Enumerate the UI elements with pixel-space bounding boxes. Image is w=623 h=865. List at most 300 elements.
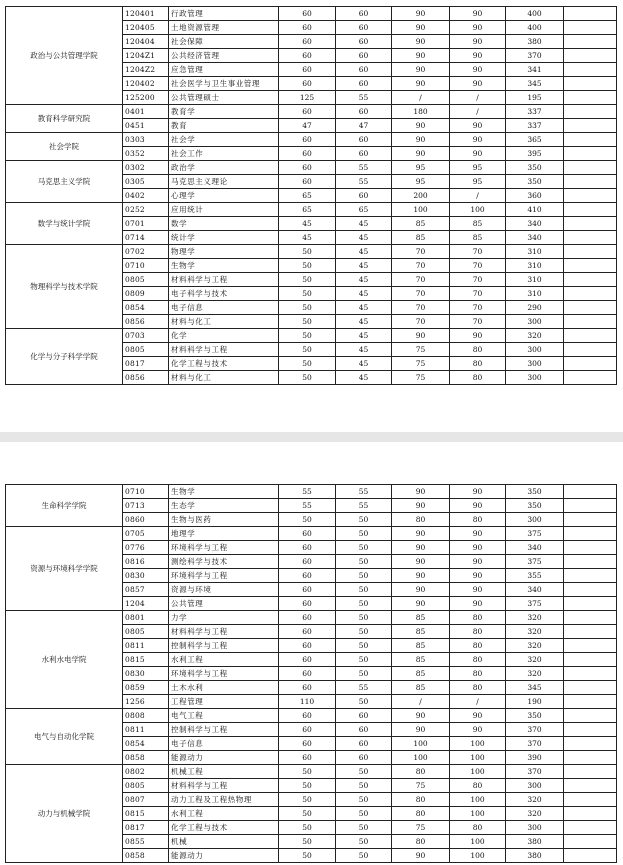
score-subject-a: 85	[392, 667, 450, 681]
score-subject-a: 70	[392, 259, 450, 273]
major-code: 0713	[123, 499, 169, 513]
score-total-a: 60	[279, 597, 336, 611]
total-score: 345	[506, 681, 564, 695]
score-total-b: 50	[336, 625, 392, 639]
score-total-a: 60	[279, 63, 336, 77]
score-subject-b: 80	[450, 611, 506, 625]
major-code: 120405	[123, 21, 169, 35]
major-name: 电气工程	[169, 709, 279, 723]
empty-cell	[564, 119, 617, 133]
score-subject-a: 90	[392, 21, 450, 35]
score-subject-a: 85	[392, 231, 450, 245]
score-total-a: 50	[279, 835, 336, 849]
score-total-a: 60	[279, 541, 336, 555]
major-code: 0302	[123, 161, 169, 175]
score-total-a: 50	[279, 371, 336, 385]
major-name: 生物学	[169, 485, 279, 499]
score-subject-a: 100	[392, 203, 450, 217]
major-code: 0807	[123, 793, 169, 807]
score-total-b: 45	[336, 371, 392, 385]
empty-cell	[564, 343, 617, 357]
score-total-b: 50	[336, 835, 392, 849]
total-score: 410	[506, 203, 564, 217]
score-subject-b: 80	[450, 667, 506, 681]
major-name: 行政管理	[169, 7, 279, 21]
total-score: 340	[506, 583, 564, 597]
empty-cell	[564, 793, 617, 807]
score-total-b: 60	[336, 133, 392, 147]
empty-cell	[564, 695, 617, 709]
empty-cell	[564, 189, 617, 203]
score-total-a: 50	[279, 287, 336, 301]
total-score: 300	[506, 371, 564, 385]
score-total-a: 60	[279, 133, 336, 147]
empty-cell	[564, 175, 617, 189]
score-total-a: 60	[279, 583, 336, 597]
major-code: 0701	[123, 217, 169, 231]
college-name: 电气与自动化学院	[6, 709, 123, 765]
total-score: 400	[506, 21, 564, 35]
score-total-a: 110	[279, 695, 336, 709]
score-total-b: 47	[336, 119, 392, 133]
score-subject-b: 100	[450, 849, 506, 863]
major-name: 水利工程	[169, 653, 279, 667]
empty-cell	[564, 513, 617, 527]
score-total-b: 45	[336, 273, 392, 287]
total-score: 310	[506, 287, 564, 301]
score-total-b: 50	[336, 639, 392, 653]
total-score: 370	[506, 49, 564, 63]
college-name: 政治与公共管理学院	[6, 7, 123, 105]
score-subject-a: 90	[392, 723, 450, 737]
score-total-a: 60	[279, 175, 336, 189]
major-code: 0352	[123, 147, 169, 161]
score-subject-a: 90	[392, 849, 450, 863]
major-name: 生物学	[169, 259, 279, 273]
score-subject-a: /	[392, 695, 450, 709]
empty-cell	[564, 273, 617, 287]
score-subject-b: 70	[450, 273, 506, 287]
score-total-b: 45	[336, 343, 392, 357]
major-name: 公共管理硕士	[169, 91, 279, 105]
total-score: 320	[506, 807, 564, 821]
score-total-a: 50	[279, 807, 336, 821]
major-name: 控制科学与工程	[169, 639, 279, 653]
score-subject-a: 90	[392, 709, 450, 723]
major-name: 教育学	[169, 105, 279, 119]
score-subject-b: 90	[450, 119, 506, 133]
score-total-b: 60	[336, 723, 392, 737]
score-subject-b: 95	[450, 175, 506, 189]
empty-cell	[564, 133, 617, 147]
score-subject-a: 80	[392, 513, 450, 527]
major-code: 0805	[123, 625, 169, 639]
major-name: 机械	[169, 835, 279, 849]
score-subject-b: 80	[450, 639, 506, 653]
total-score: 375	[506, 597, 564, 611]
score-total-b: 45	[336, 301, 392, 315]
score-subject-b: 90	[450, 21, 506, 35]
score-subject-b: 90	[450, 147, 506, 161]
score-subject-b: /	[450, 189, 506, 203]
total-score: 300	[506, 821, 564, 835]
score-total-b: 50	[336, 611, 392, 625]
table-row	[6, 485, 617, 499]
total-score: 190	[506, 695, 564, 709]
score-total-a: 50	[279, 245, 336, 259]
score-total-a: 50	[279, 793, 336, 807]
score-total-b: 60	[336, 49, 392, 63]
score-subject-b: 80	[450, 779, 506, 793]
score-subject-a: 90	[392, 119, 450, 133]
empty-cell	[564, 203, 617, 217]
total-score: 340	[506, 217, 564, 231]
score-total-b: 50	[336, 569, 392, 583]
score-subject-b: 80	[450, 821, 506, 835]
score-total-b: 60	[336, 189, 392, 203]
major-code: 1256	[123, 695, 169, 709]
score-total-a: 65	[279, 203, 336, 217]
major-name: 应急管理	[169, 63, 279, 77]
empty-cell	[564, 835, 617, 849]
table-row	[6, 245, 617, 259]
score-subject-b: 95	[450, 161, 506, 175]
major-code: 0401	[123, 105, 169, 119]
empty-cell	[564, 821, 617, 835]
score-total-b: 60	[336, 35, 392, 49]
score-subject-a: 90	[392, 133, 450, 147]
total-score: 355	[506, 569, 564, 583]
major-name: 资源与环境	[169, 583, 279, 597]
score-total-b: 45	[336, 329, 392, 343]
score-total-a: 50	[279, 273, 336, 287]
empty-cell	[564, 231, 617, 245]
table-row	[6, 7, 617, 21]
score-subject-b: 90	[450, 723, 506, 737]
major-code: 0817	[123, 821, 169, 835]
score-subject-a: 95	[392, 161, 450, 175]
score-subject-b: 90	[450, 133, 506, 147]
major-code: 0815	[123, 653, 169, 667]
score-subject-a: 90	[392, 541, 450, 555]
table-row	[6, 765, 617, 779]
major-code: 0801	[123, 611, 169, 625]
major-code: 0809	[123, 287, 169, 301]
empty-cell	[564, 485, 617, 499]
total-score: 310	[506, 273, 564, 287]
major-code: 0859	[123, 681, 169, 695]
empty-cell	[564, 639, 617, 653]
score-total-a: 50	[279, 779, 336, 793]
score-subject-b: 100	[450, 203, 506, 217]
table-row	[6, 133, 617, 147]
major-code: 0855	[123, 835, 169, 849]
page-1	[0, 0, 623, 432]
major-name: 公共管理	[169, 597, 279, 611]
empty-cell	[564, 709, 617, 723]
score-total-a: 55	[279, 485, 336, 499]
score-subject-a: 90	[392, 597, 450, 611]
empty-cell	[564, 499, 617, 513]
score-total-a: 60	[279, 77, 336, 91]
total-score: 300	[506, 343, 564, 357]
major-code: 0705	[123, 527, 169, 541]
major-name: 物理学	[169, 245, 279, 259]
score-total-a: 60	[279, 611, 336, 625]
score-total-b: 45	[336, 231, 392, 245]
score-subject-a: 90	[392, 329, 450, 343]
total-score: 370	[506, 723, 564, 737]
major-code: 0805	[123, 343, 169, 357]
major-code: 1204Z2	[123, 63, 169, 77]
empty-cell	[564, 611, 617, 625]
score-subject-a: 70	[392, 245, 450, 259]
score-subject-b: 100	[450, 737, 506, 751]
total-score: 320	[506, 667, 564, 681]
score-table-page-2	[5, 484, 617, 863]
major-name: 心理学	[169, 189, 279, 203]
score-total-a: 50	[279, 259, 336, 273]
total-score: 400	[506, 7, 564, 21]
empty-cell	[564, 161, 617, 175]
college-name: 社会学院	[6, 133, 123, 161]
score-subject-b: 85	[450, 231, 506, 245]
score-subject-a: 75	[392, 343, 450, 357]
table-row	[6, 709, 617, 723]
score-total-a: 60	[279, 737, 336, 751]
score-subject-b: /	[450, 695, 506, 709]
score-subject-b: 70	[450, 301, 506, 315]
total-score: 341	[506, 63, 564, 77]
major-name: 环境科学与工程	[169, 667, 279, 681]
score-total-b: 55	[336, 91, 392, 105]
score-total-b: 45	[336, 259, 392, 273]
score-subject-a: 90	[392, 499, 450, 513]
major-code: 1204Z1	[123, 49, 169, 63]
major-name: 工程管理	[169, 695, 279, 709]
empty-cell	[564, 527, 617, 541]
total-score: 320	[506, 625, 564, 639]
major-code: 0817	[123, 357, 169, 371]
score-subject-a: 100	[392, 737, 450, 751]
empty-cell	[564, 653, 617, 667]
major-name: 生态学	[169, 499, 279, 513]
college-name: 资源与环境科学学院	[6, 527, 123, 611]
score-subject-b: 85	[450, 217, 506, 231]
major-code: 0805	[123, 273, 169, 287]
score-subject-a: 80	[392, 765, 450, 779]
major-code: 0714	[123, 231, 169, 245]
empty-cell	[564, 583, 617, 597]
score-subject-b: 90	[450, 49, 506, 63]
total-score: 310	[506, 245, 564, 259]
score-subject-b: 80	[450, 653, 506, 667]
score-subject-b: 80	[450, 681, 506, 695]
score-subject-a: 90	[392, 555, 450, 569]
major-name: 材料科学与工程	[169, 625, 279, 639]
total-score: 380	[506, 835, 564, 849]
score-total-a: 60	[279, 161, 336, 175]
score-total-a: 65	[279, 189, 336, 203]
major-name: 材料与化工	[169, 371, 279, 385]
college-name: 水利水电学院	[6, 611, 123, 709]
score-total-a: 60	[279, 639, 336, 653]
score-total-b: 50	[336, 849, 392, 863]
major-name: 控制科学与工程	[169, 723, 279, 737]
score-subject-b: 90	[450, 709, 506, 723]
empty-cell	[564, 807, 617, 821]
score-subject-b: 90	[450, 555, 506, 569]
major-name: 社会保障	[169, 35, 279, 49]
score-subject-b: 90	[450, 583, 506, 597]
major-code: 0854	[123, 301, 169, 315]
major-name: 地理学	[169, 527, 279, 541]
score-total-b: 50	[336, 793, 392, 807]
score-subject-a: 85	[392, 639, 450, 653]
score-subject-b: 90	[450, 597, 506, 611]
empty-cell	[564, 569, 617, 583]
major-name: 数学	[169, 217, 279, 231]
score-subject-b: /	[450, 105, 506, 119]
score-total-a: 60	[279, 147, 336, 161]
major-code: 120401	[123, 7, 169, 21]
empty-cell	[564, 49, 617, 63]
table-row	[6, 203, 617, 217]
score-total-b: 50	[336, 667, 392, 681]
major-name: 环境科学与工程	[169, 541, 279, 555]
total-score: 370	[506, 737, 564, 751]
total-score: 345	[506, 77, 564, 91]
empty-cell	[564, 371, 617, 385]
major-name: 公共经济管理	[169, 49, 279, 63]
score-total-b: 60	[336, 7, 392, 21]
score-subject-b: 90	[450, 77, 506, 91]
major-code: 0303	[123, 133, 169, 147]
empty-cell	[564, 7, 617, 21]
score-total-b: 50	[336, 779, 392, 793]
score-total-a: 60	[279, 681, 336, 695]
score-subject-b: /	[450, 91, 506, 105]
total-score: 350	[506, 175, 564, 189]
score-subject-a: 90	[392, 7, 450, 21]
score-total-b: 50	[336, 583, 392, 597]
empty-cell	[564, 63, 617, 77]
major-name: 材料科学与工程	[169, 343, 279, 357]
score-total-a: 60	[279, 7, 336, 21]
empty-cell	[564, 751, 617, 765]
major-code: 0703	[123, 329, 169, 343]
score-subject-a: 75	[392, 821, 450, 835]
empty-cell	[564, 77, 617, 91]
score-total-b: 50	[336, 541, 392, 555]
major-name: 能源动力	[169, 751, 279, 765]
empty-cell	[564, 555, 617, 569]
major-code: 0860	[123, 513, 169, 527]
major-code: 0402	[123, 189, 169, 203]
score-total-b: 50	[336, 765, 392, 779]
total-score: 337	[506, 119, 564, 133]
page-2	[0, 442, 623, 865]
major-code: 0854	[123, 737, 169, 751]
major-code: 0830	[123, 569, 169, 583]
major-name: 材料科学与工程	[169, 779, 279, 793]
total-score: 350	[506, 161, 564, 175]
score-subject-a: 85	[392, 625, 450, 639]
score-total-a: 60	[279, 555, 336, 569]
score-subject-b: 100	[450, 765, 506, 779]
score-subject-a: 75	[392, 357, 450, 371]
score-total-b: 55	[336, 499, 392, 513]
score-subject-b: 100	[450, 793, 506, 807]
score-subject-b: 80	[450, 343, 506, 357]
major-name: 化学	[169, 329, 279, 343]
score-subject-a: 100	[392, 751, 450, 765]
empty-cell	[564, 105, 617, 119]
score-subject-b: 80	[450, 513, 506, 527]
empty-cell	[564, 667, 617, 681]
score-total-a: 50	[279, 821, 336, 835]
score-total-b: 60	[336, 737, 392, 751]
empty-cell	[564, 245, 617, 259]
major-code: 0857	[123, 583, 169, 597]
major-code: 0776	[123, 541, 169, 555]
major-name: 材料与化工	[169, 315, 279, 329]
total-score: 360	[506, 189, 564, 203]
major-code: 0252	[123, 203, 169, 217]
score-subject-b: 100	[450, 807, 506, 821]
score-subject-a: 90	[392, 485, 450, 499]
score-total-b: 50	[336, 555, 392, 569]
total-score: 300	[506, 779, 564, 793]
major-name: 土木水利	[169, 681, 279, 695]
empty-cell	[564, 625, 617, 639]
total-score: 340	[506, 231, 564, 245]
major-code: 0805	[123, 779, 169, 793]
score-total-a: 47	[279, 119, 336, 133]
empty-cell	[564, 357, 617, 371]
total-score: 320	[506, 653, 564, 667]
college-name: 物理科学与技术学院	[6, 245, 123, 329]
total-score: 350	[506, 709, 564, 723]
total-score: 300	[506, 357, 564, 371]
major-code: 120404	[123, 35, 169, 49]
total-score: 300	[506, 315, 564, 329]
score-subject-a: 90	[392, 77, 450, 91]
score-subject-a: 70	[392, 315, 450, 329]
major-name: 电子信息	[169, 301, 279, 315]
college-name: 教育科学研究院	[6, 105, 123, 133]
score-subject-b: 70	[450, 315, 506, 329]
score-subject-b: 90	[450, 63, 506, 77]
empty-cell	[564, 259, 617, 273]
score-subject-b: 100	[450, 751, 506, 765]
score-total-b: 50	[336, 807, 392, 821]
empty-cell	[564, 147, 617, 161]
score-subject-b: 90	[450, 499, 506, 513]
major-name: 教育	[169, 119, 279, 133]
total-score: 320	[506, 793, 564, 807]
empty-cell	[564, 723, 617, 737]
major-code: 0811	[123, 723, 169, 737]
score-total-a: 50	[279, 343, 336, 357]
score-total-b: 45	[336, 315, 392, 329]
empty-cell	[564, 217, 617, 231]
total-score: 395	[506, 147, 564, 161]
score-total-b: 50	[336, 695, 392, 709]
score-total-b: 50	[336, 597, 392, 611]
score-subject-b: 90	[450, 569, 506, 583]
score-subject-b: 80	[450, 371, 506, 385]
